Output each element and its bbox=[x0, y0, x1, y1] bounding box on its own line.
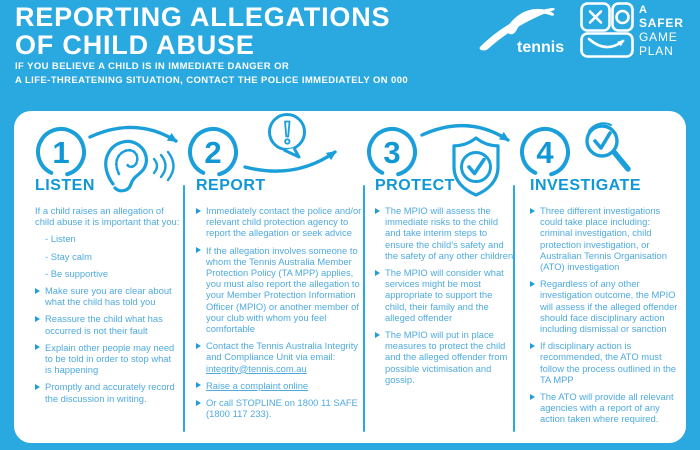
bullet-item bbox=[196, 340, 362, 374]
x-icon bbox=[590, 12, 601, 23]
title-line-1: REPORTING ALLEGATIONS bbox=[15, 2, 391, 32]
text-segment: Promptly and accurately record the discussion in writing. bbox=[45, 381, 175, 404]
sgp-line-plan: PLAN bbox=[639, 44, 674, 58]
bullet-triangle-icon bbox=[530, 208, 535, 214]
content-card bbox=[14, 111, 686, 443]
bullet-text bbox=[385, 329, 515, 385]
step-body bbox=[35, 205, 180, 404]
dash-list-item: - Listen bbox=[45, 233, 76, 245]
bullet-text bbox=[206, 340, 362, 374]
text-segment: Reassure the child what has occurred is not their fault bbox=[45, 313, 163, 336]
bullet-text bbox=[45, 342, 180, 376]
arrow-3-icon bbox=[422, 126, 508, 140]
text-link[interactable]: Raise a complaint online bbox=[206, 379, 309, 391]
text-segment: If disciplinary action is recommended, the ATO must follow the process outlined in the TA MPP bbox=[540, 340, 677, 385]
bullet-text bbox=[45, 381, 180, 403]
bullet-triangle-icon bbox=[35, 288, 40, 294]
bullet-item bbox=[530, 340, 678, 385]
bullet-item bbox=[196, 380, 362, 391]
bullet-text bbox=[385, 267, 515, 323]
bullet-item bbox=[375, 329, 515, 385]
text-segment: Or call STOPLINE on 1800 11 SAFE (1800 117 233). bbox=[206, 397, 358, 420]
bullet-triangle-icon bbox=[196, 400, 201, 406]
bullet-triangle-icon bbox=[530, 281, 535, 287]
step-column-listen bbox=[35, 177, 180, 410]
text-segment: The ATO will provide all relevant agencies with a report of any action taken where required. bbox=[540, 391, 674, 425]
magnifier-check-icon bbox=[587, 123, 628, 169]
flow-arrows bbox=[90, 126, 508, 172]
bullet-text bbox=[206, 380, 362, 391]
tennis-australia-logo bbox=[478, 4, 568, 56]
step-title-investigate: INVESTIGATE bbox=[530, 177, 641, 194]
bullet-triangle-icon bbox=[530, 343, 535, 349]
bullet-text bbox=[385, 205, 515, 261]
bullet-triangle-icon bbox=[375, 332, 380, 338]
step-number-4: 4 bbox=[536, 135, 554, 170]
text-segment: Make sure you are clear about what the child has told you bbox=[45, 285, 172, 308]
bullet-text bbox=[206, 245, 362, 335]
bullet-triangle-icon bbox=[530, 394, 535, 400]
bullet-item bbox=[530, 205, 678, 272]
page-title bbox=[15, 3, 390, 59]
step-title-protect: PROTECT bbox=[375, 177, 455, 194]
step-title-listen: LISTEN bbox=[35, 177, 95, 194]
text-segment: The MPIO will consider what services might be most appropriate to support the child, their family and the alleged offender bbox=[385, 267, 504, 323]
bullet-text bbox=[206, 397, 362, 419]
step-body bbox=[196, 205, 362, 419]
column-divider bbox=[183, 185, 185, 432]
circle-4-icon bbox=[514, 121, 575, 182]
sgp-line-game: GAME bbox=[639, 30, 678, 44]
emergency-notice bbox=[15, 60, 408, 87]
bullet-text bbox=[540, 205, 678, 272]
smile-arrow-icon bbox=[589, 39, 623, 47]
title-line-2: OF CHILD ABUSE bbox=[15, 30, 255, 60]
bullet-triangle-icon bbox=[196, 208, 201, 214]
step-number-circles bbox=[30, 121, 575, 182]
step-body bbox=[530, 205, 678, 425]
circle-2-icon bbox=[182, 121, 243, 182]
text-link[interactable]: integrity@tennis.com.au bbox=[206, 362, 307, 374]
text-segment: Explain other people may need to be told in order to stop what is happening bbox=[45, 341, 175, 376]
text-segment: Regardless of any other investigation outcome, the MPIO will assess if the alleged offender should face disciplinary action including dismissal or sanction bbox=[540, 278, 678, 335]
bullet-item bbox=[35, 342, 180, 376]
bullet-triangle-icon bbox=[196, 343, 201, 349]
bullet-triangle-icon bbox=[35, 344, 40, 350]
bullet-text bbox=[540, 391, 678, 425]
circle-3-icon bbox=[361, 121, 422, 182]
bullet-item bbox=[530, 391, 678, 425]
step-column-protect bbox=[375, 177, 515, 391]
text-segment: Contact the Tennis Australia Integrity and Compliance Unit via email: bbox=[206, 340, 358, 363]
bullet-triangle-icon bbox=[196, 382, 201, 388]
bullet-text bbox=[206, 205, 362, 239]
bullet-item bbox=[35, 285, 180, 307]
step-intro: If a child raises an allegation of child abuse it is important that you: bbox=[35, 205, 180, 228]
o-icon bbox=[617, 11, 629, 23]
bullet-item bbox=[196, 205, 362, 239]
step-number-3: 3 bbox=[383, 135, 401, 170]
bullet-item bbox=[35, 381, 180, 403]
step-number-1: 1 bbox=[52, 135, 70, 170]
emergency-notice-line-2: A LIFE-THREATENING SITUATION, CONTACT THE POLICE IMMEDIATELY ON 000 bbox=[15, 74, 409, 86]
bullet-item bbox=[375, 205, 515, 261]
dash-list-item: - Stay calm bbox=[45, 250, 92, 262]
text-segment: Immediately contact the police and/or relevant child protection agency to report the allegation or seek advice bbox=[206, 205, 362, 239]
step-numbers bbox=[52, 135, 554, 170]
step-number-2: 2 bbox=[204, 135, 222, 170]
text-segment: If the allegation involves someone to whom the Tennis Australia Member Protection Policy (TA MPP) applies, you must also report the allegation to your Member Protection Information Officer (MPIO) or another member of your club with whom you feel comfortable bbox=[206, 244, 360, 335]
exclamation-speech-bubble-icon bbox=[270, 115, 305, 158]
bullet-item bbox=[530, 278, 678, 334]
bullet-triangle-icon bbox=[35, 384, 40, 390]
sgp-line-a: A bbox=[639, 4, 648, 16]
step-column-investigate bbox=[530, 177, 678, 431]
text-segment: The MPIO will put in place measures to protect the child and the alleged offender from possible victimisation and gossip. bbox=[385, 329, 508, 385]
bullet-item bbox=[196, 245, 362, 335]
bullet-item bbox=[35, 313, 180, 335]
bullet-text bbox=[45, 313, 180, 335]
step-column-report bbox=[196, 177, 362, 425]
circle-1-icon bbox=[30, 121, 91, 182]
sgp-line-safer: SAFER bbox=[639, 16, 684, 30]
bullet-text bbox=[45, 285, 180, 307]
bullet-text bbox=[540, 340, 678, 385]
bullet-triangle-icon bbox=[196, 247, 201, 253]
dash-list-item: - Be supportive bbox=[45, 267, 109, 279]
emergency-notice-line-1: IF YOU BELIEVE A CHILD IS IN IMMEDIATE DANGER OR bbox=[15, 61, 290, 72]
safer-game-plan-logo bbox=[580, 2, 686, 58]
arrow-2-icon bbox=[245, 152, 335, 171]
bullet-item bbox=[196, 397, 362, 419]
step-body bbox=[375, 205, 515, 385]
smile-cell bbox=[582, 34, 633, 57]
bullet-triangle-icon bbox=[375, 208, 380, 214]
bullet-triangle-icon bbox=[375, 270, 380, 276]
text-segment: Three different investigations could take place including: criminal investigation, child protection investigation, or Australian Tennis Organisation (ATO) investigation bbox=[540, 205, 667, 273]
text-segment: The MPIO will assess the immediate risks to the child and take interim steps to ensure the child’s safety and the safety of any other children bbox=[385, 205, 514, 261]
tennis-logo-label: tennis bbox=[517, 39, 565, 56]
arrow-1-icon bbox=[90, 127, 176, 141]
bullet-item bbox=[375, 267, 515, 323]
bullet-text bbox=[540, 278, 678, 334]
bullet-triangle-icon bbox=[35, 316, 40, 322]
column-divider bbox=[363, 185, 365, 432]
step-title-report: REPORT bbox=[196, 177, 266, 194]
